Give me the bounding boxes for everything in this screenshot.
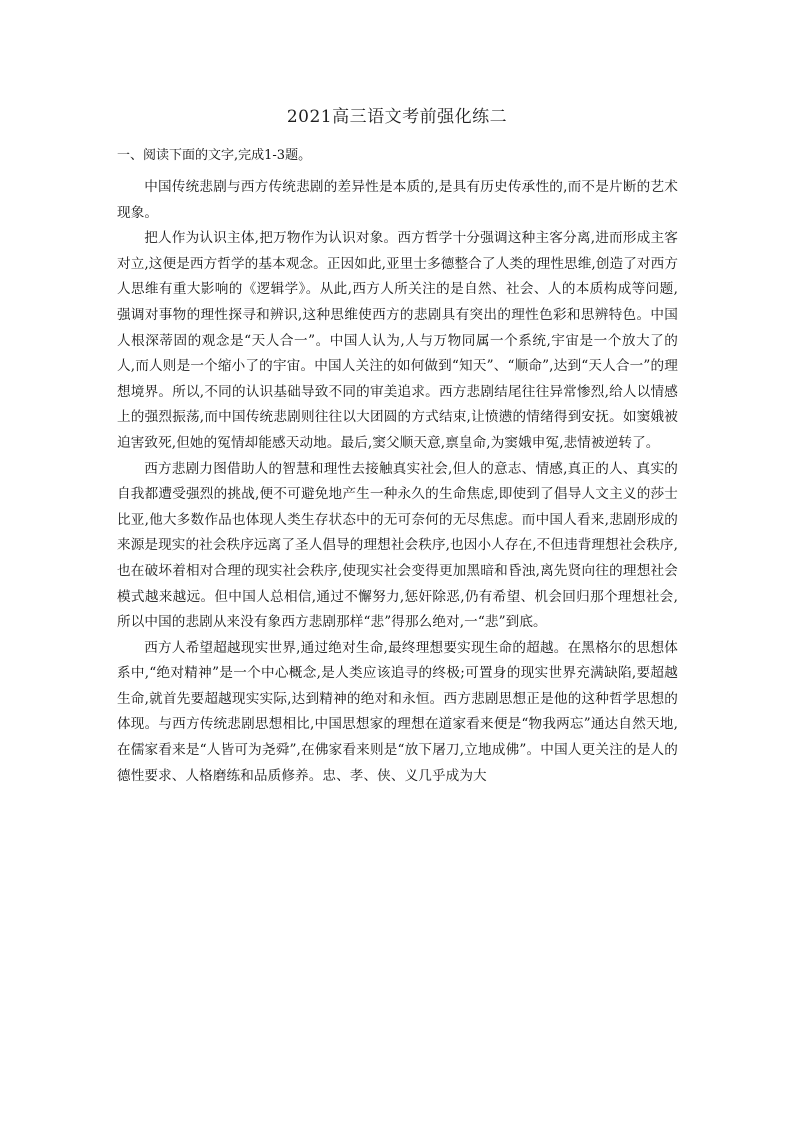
passage-paragraph-4: 西方人希望超越现实世界,通过绝对生命,最终理想要实现生命的超越。在黑格尔的思想体系中,“绝对精神”是一个中心概念,是人类应该追寻的终极;可置身的现实世界充满缺陷,要超越生命,就首先要超越现实实际,达到精神的绝对和永恒。西方悲剧思想正是他的这种哲学思想的体现。与西方传统悲剧思想相比,中国思想家的理想在道家看来便是“物我两忘”通达自然天地,在儒家看来是“人皆可为尧舜”,在佛家看来则是“放下屠刀,立地成佛”。中国人更关注的是人的德性要求、人格磨练和品质修养。忠、孝、侠、义几乎成为大 [117, 639, 678, 784]
passage-paragraph-3: 西方悲剧力图借助人的智慧和理性去接触真实社会,但人的意志、情感,真正的人、真实的自我都遭受强烈的挑战,便不可避免地产生一种永久的生命焦虑,即使到了倡导人文主义的莎士比亚,他大多数作品也体现人类生存状态中的无可奈何的无尽焦虑。而中国人看来,悲剧形成的来源是现实的社会秩序远离了圣人倡导的理想社会秩序,也因小人存在,不但违背理想社会秩序,也在破坏着相对合理的现实社会秩序,使现实社会变得更加黑暗和昏浊,离先贤向往的理想社会模式越来越远。但中国人总相信,通过不懈努力,惩奸除恶,仍有希望、机会回归那个理想社会,所以中国的悲剧从来没有象西方悲剧那样“悲”得那么绝对,一“悲”到底。 [117, 460, 679, 631]
question-instruction: 一、阅读下面的文字,完成1-3题。 [117, 148, 312, 163]
passage-paragraph-2: 把人作为认识主体,把万物作为认识对象。西方哲学十分强调这种主客分离,进而形成主客对立,这便是西方哲学的基本观念。正因如此,亚里士多德整合了人类的理性思维,创造了对西方人思维有重大影响的《逻辑学》。从此,西方人所关注的是自然、社会、人的本质构成等问题,强调对事物的理性探寻和辨识,这种思维使西方的悲剧具有突出的理性色彩和思辨特色。中国人根深蒂固的观念是“天人合一”。中国人认为,人与万物同属一个系统,宇宙是一个放大了的人,而人则是一个缩小了的宇宙。中国人关注的如何做到“知天”、“顺命”,达到“天人合一”的理想境界。所以,不同的认识基础导致不同的审美追求。西方悲剧结尾往往异常惨烈,给人以情感上的强烈振荡,而中国传统悲剧则往往以大团圆的方式结束,让愤懑的情绪得到安抚。如窦娥被迫害致死,但她的冤情却能感天动地。最后,窦父顺天意,禀皇命,为窦娥申冤,悲情被逆转了。 [117, 230, 679, 451]
passage-body [117, 175, 678, 789]
document-title: 2021高三语文考前强化练二 [286, 107, 508, 127]
passage-paragraph-1: 中国传统悲剧与西方传统悲剧的差异性是本质的,是具有历史传承性的,而不是片断的艺术现象。 [117, 179, 678, 221]
